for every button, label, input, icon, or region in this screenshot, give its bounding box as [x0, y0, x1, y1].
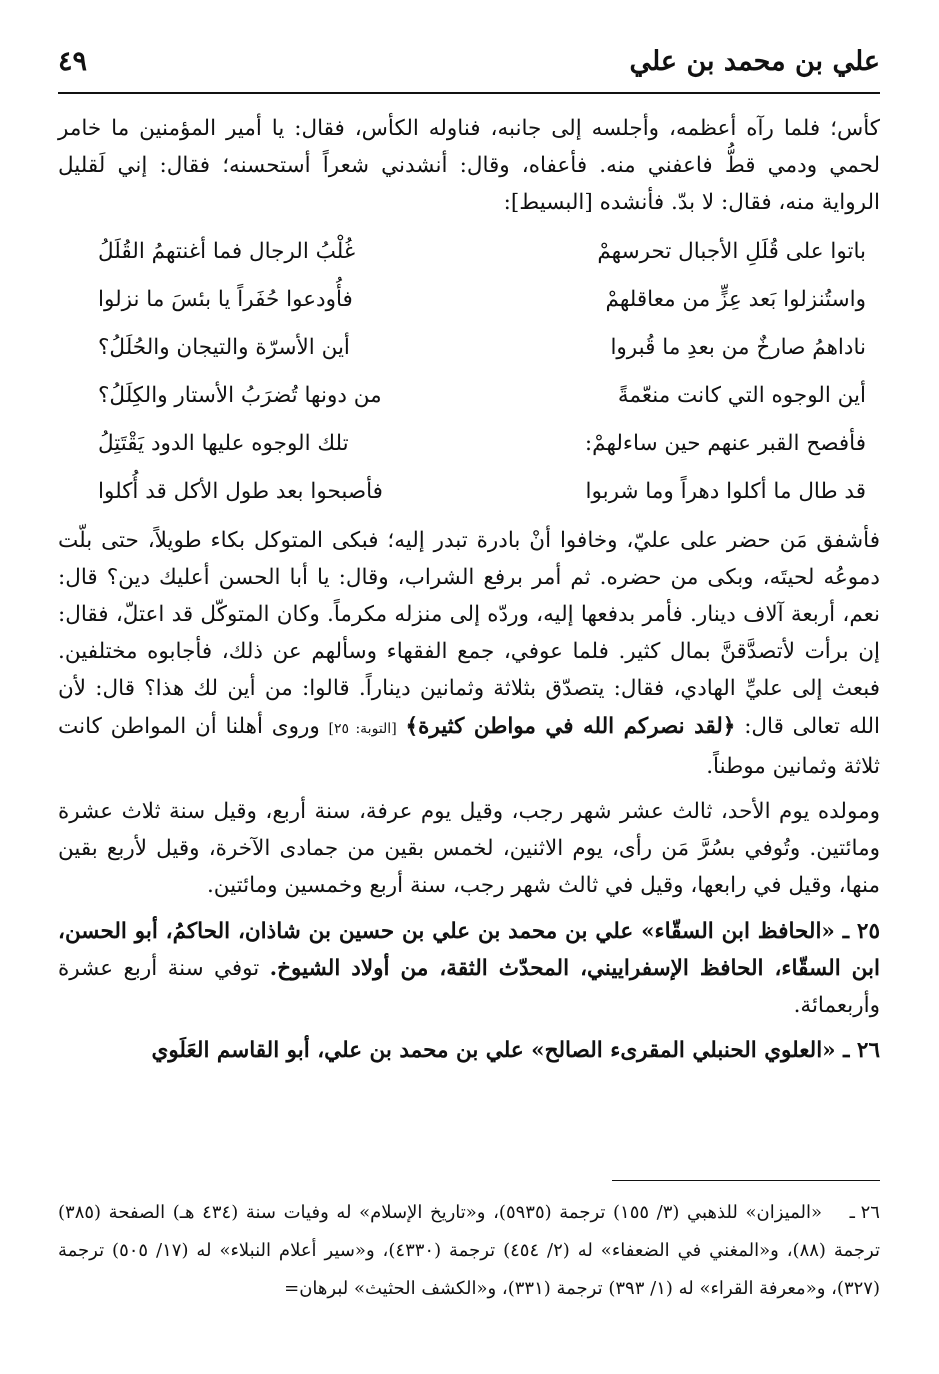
page-number: ٤٩ — [58, 46, 88, 77]
quran-reference: [التوبة: ٢٥] — [328, 720, 397, 737]
footnote-text: «الميزان» للذهبي (٣/ ١٥٥) ترجمة (٥٩٣٥)، و«تاريخ الإسلام» له وفيات سنة (٤٣٤ هـ) الصفحة (٣٨٥) ترجمة (٨٨)، و«المغني في الضعفاء» له (٢/ ٤٥٤) ترجمة (٤٣٣٠)، و«سير أعلام النبلاء» له (١٧/ ٥٠٥) ترجمة (٣٢٧)، و«معرفة القراء» له (١/ ٣٩٣) ترجمة (٣٣١)، و«الكشف الحثيث» لبرهان= — [58, 1202, 880, 1299]
first-hemistich: ناداهمُ صارخٌ من بعدِ ما قُبروا — [610, 335, 866, 361]
paragraph-2-text: فأشفق مَن حضر على عليّ، وخافوا أنْ بادرة تبدر إليه؛ فبكى المتوكل بكاء طويلاً، حتى بلّت دموعُه لحيتَه، وبكى من حضره. ثم أمر برفع الشراب، وقال: يا أبا الحسن أعليك دين؟ قال: نعم، أربعة آلاف دينار. فأمر بدفعها إليه، وردّه إلى منزله مكرماً. وكان المتوكّل قد اعتلّ، فقال: إن برأت لأتصدَّقنَّ بمال كثير. فلما عوفي، جمع الفقهاء وسألهم عن ذلك، فأجابوه مختلفين. فبعث إلى عليِّ الهادي، فقال: يتصدّق بثلاثة وثمانين ديناراً. قالوا: من أين لك هذا؟ قال: لأن الله تعالى قال: — [58, 527, 880, 739]
second-hemistich: غُلْبُ الرجال فما أغنتهمُ القُلَلُ — [98, 239, 356, 265]
poem-verse — [58, 324, 880, 372]
footnote-number: ٢٦ ـ — [849, 1202, 880, 1223]
first-hemistich: قد طال ما أكلوا دهراً وما شربوا — [585, 479, 866, 505]
running-header — [58, 40, 880, 94]
paragraph-2 — [58, 522, 880, 785]
second-hemistich: أين الأسرّة والتيجان والحُلَلُ؟ — [98, 335, 350, 361]
poem — [58, 228, 880, 516]
paragraph-3: ومولده يوم الأحد، ثالث عشر شهر رجب، وقيل يوم عرفة، سنة أربع، وقيل سنة ثلاث عشرة ومائتين. وتُوفي بسُرَّ مَن رأى، يوم الاثنين، لخمس بقين من جمادى الآخرة، وقيل لأربع بقين منها، وقيل في رابعها، وقيل في ثالث شهر رجب، سنة أربع وخمسين ومائتين. — [58, 799, 880, 899]
first-hemistich: باتوا على قُلَلِ الأجبال تحرسهمْ — [597, 239, 866, 265]
first-hemistich: أين الوجوه التي كانت منعّمةً — [617, 383, 866, 409]
entry-25-heading: ٢٥ ـ «الحافظ ابن السقّاء» علي بن محمد بن علي بن حسين بن شاذان، الحاكمُ، أبو الحسن، ابن السقّاء، الحافظ الإسفراييني، المحدّث الثقة، من أولاد الشيوخ. — [58, 918, 880, 981]
main-text — [58, 110, 880, 1069]
second-hemistich: تلك الوجوه عليها الدود يَقْتَتِلُ — [98, 431, 349, 457]
second-hemistich: فأصبحوا بعد طول الأكل قد أُكلوا — [98, 479, 383, 505]
poem-verse — [58, 468, 880, 516]
second-hemistich: من دونها تُضرَبُ الأستار والكِلَلُ؟ — [98, 383, 382, 409]
footnote — [58, 1194, 880, 1308]
quran-quote: ﴿لقد نصركم الله في مواطن كثيرة﴾ — [405, 713, 736, 739]
entry-26-heading: ٢٦ ـ «العلوي الحنبلي المقرىء الصالح» علي بن محمد بن علي، أبو القاسم العَلَوي — [151, 1038, 880, 1064]
paragraph-1: كأس؛ فلما رآه أعظمه، وأجلسه إلى جانبه، فناوله الكأس، فقال: يا أمير المؤمنين ما خامر لحمي ودمي قطُّ فاعفني منه. فأعفاه، وقال: أنشدني شعراً أستحسنه؛ فقال: إني لَقليل الرواية منه، فقال: لا بدّ. فأنشده [البسيط]: — [58, 116, 880, 216]
footnote-separator — [612, 1180, 880, 1181]
running-title: علي بن محمد بن علي — [629, 46, 880, 77]
poem-verse — [58, 420, 880, 468]
paragraph-2-tail: وروى أهلنا أن المواطن كانت ثلاثة وثمانين موطناً. — [58, 713, 880, 779]
entry-25 — [58, 913, 880, 1025]
poem-verse — [58, 372, 880, 420]
poem-verse — [58, 228, 880, 276]
second-hemistich: فأُودعوا حُفَراً يا بئسَ ما نزلوا — [98, 287, 353, 313]
first-hemistich: فأفصح القبر عنهم حين ساءلهمْ: — [584, 431, 866, 457]
entry-25-text: توفي سنة أربع عشرة وأربعمائة. — [58, 955, 880, 1019]
poem-verse — [58, 276, 880, 324]
first-hemistich: واستُنزلوا بَعد عِزٍّ من معاقلهمْ — [605, 287, 866, 313]
